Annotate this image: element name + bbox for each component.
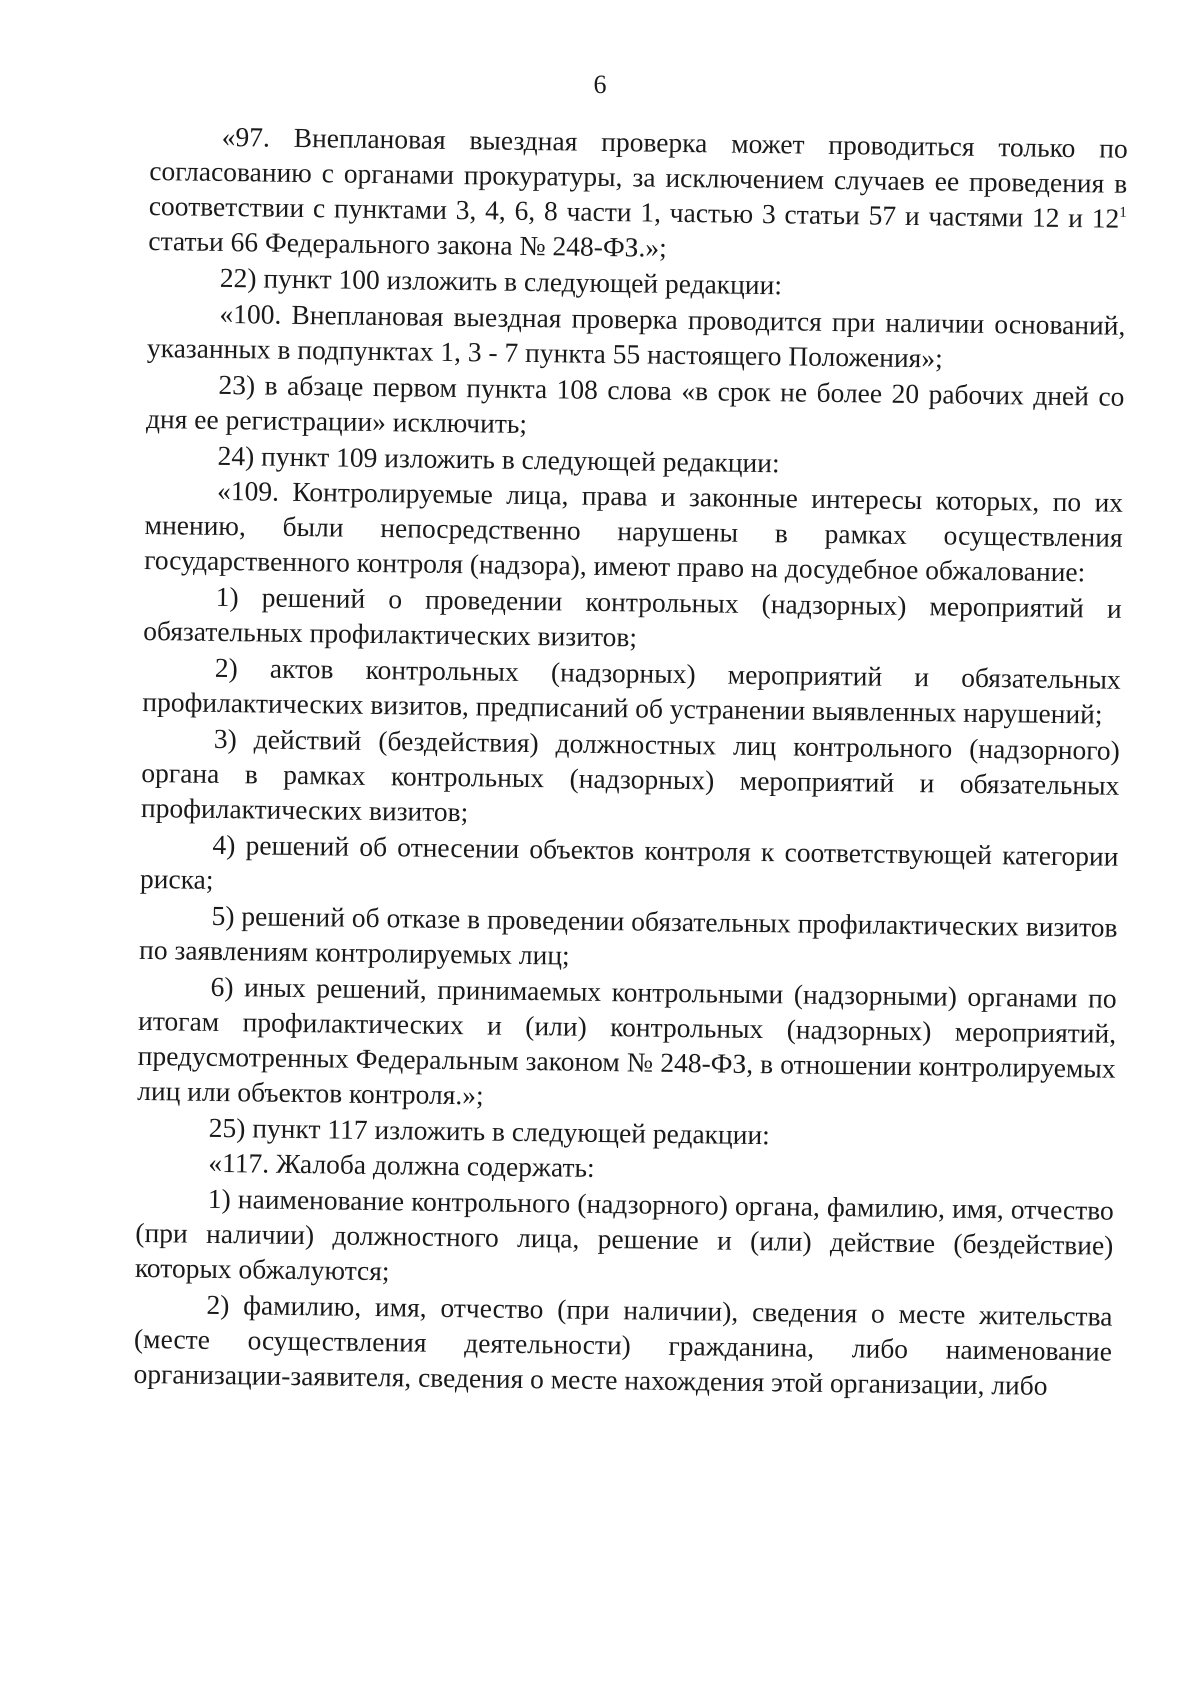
- paragraph-109-item-4: 4) решений об отнесении объектов контроля к соответствующей категории риска;: [139, 828, 1119, 895]
- paragraph-117-item-1: 1) наименование контрольного (надзорного) органа, фамилию, имя, отчество (при наличии) должностного лица, решение и (или) действие (бездействие) которых обжалуются;: [134, 1182, 1114, 1287]
- paragraph-109-item-5: 5) решений об отказе в проведении обязательных профилактических визитов по заявлениям контролируемых лиц;: [138, 899, 1118, 971]
- paragraph-109-item-3: 3) действий (бездействия) должностных лиц контрольного (надзорного) органа в рамках контрольных (надзорных) мероприятий и обязательных профилактических визитов;: [140, 722, 1121, 828]
- superscript-index: 1: [1119, 204, 1127, 221]
- amendment-item-25: 25) пункт 117 изложить в следующей редакции:: [208, 1111, 771, 1151]
- paragraph-100: «100. Внеплановая выездная проверка проводится при наличии оснований, указанных в подпунктах 1, 3 - 7 пункта 55 настоящего Положения»;: [146, 297, 1126, 374]
- paragraph-97-tail: статьи 66 Федерального закона № 248-ФЗ.»;: [148, 224, 667, 263]
- paragraph-109-item-6: 6) иных решений, принимаемых контрольными (надзорными) органами по итогам профилактических и (или) контрольных (надзорных) мероприятий, предусмотренных Федеральным законом № 248-ФЗ, в отношении контролируемых лиц или объектов контроля.»;: [137, 970, 1117, 1111]
- amendment-item-24: 24) пункт 109 изложить в следующей редакции:: [217, 439, 780, 479]
- paragraph-97-text: «97. Внеплановая выездная проверка может проводиться только по согласованию с органами прокуратуры, за исключением случаев ее проведения в соответствии с пунктами 3, 4, 6, 8 части 1, частью 3 статьи 57 и частями 12 и 12: [148, 120, 1128, 234]
- amendment-item-22: 22) пункт 100 изложить в следующей редакции:: [219, 261, 783, 301]
- amendment-item-23: 23) в абзаце первом пункта 108 слова «в срок не более 20 рабочих дней со дня ее регистрации» исключить;: [145, 368, 1125, 439]
- document-body: [133, 118, 1128, 1404]
- paragraph-109-item-2: 2) актов контрольных (надзорных) мероприятий и обязательных профилактических визитов, предписаний об устранении выявленных нарушений;: [142, 651, 1121, 730]
- page-number: 6: [593, 70, 607, 99]
- paragraph-97: [148, 118, 1128, 271]
- paragraph-109-item-1: 1) решений о проведении контрольных (надзорных) мероприятий и обязательных профилактических визитов;: [143, 580, 1122, 653]
- paragraph-117-item-2: 2) фамилию, имя, отчество (при наличии), сведения о месте жительства (месте осуществления деятельности) гражданина, либо наименование организации-заявителя, сведения о месте нахождения этой организации, либо: [133, 1288, 1113, 1401]
- paragraph-117: «117. Жалоба должна содержать:: [208, 1146, 595, 1183]
- paragraph-109: «109. Контролируемые лица, права и законные интересы которых, по их мнению, были непосредственно нарушены в рамках осуществления государственного контроля (надзора), имеют право на досудебное обжалование:: [144, 474, 1124, 588]
